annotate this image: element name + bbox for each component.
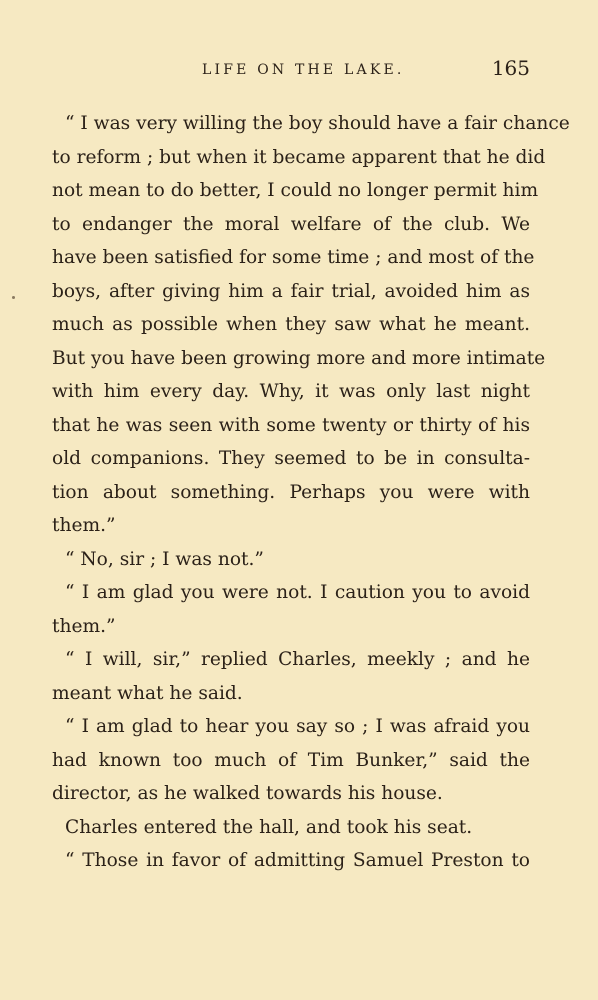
text-line: to reform ; but when it became apparent that he did bbox=[52, 146, 546, 168]
text-line: director, as he walked towards his house. bbox=[52, 783, 443, 804]
text-line: “ Those in favor of admitting Samuel Preston to bbox=[65, 850, 530, 871]
body-text bbox=[52, 107, 570, 878]
text-line: that he was seen with some twenty or thirty of his bbox=[52, 414, 530, 436]
text-line: to endanger the moral welfare of the club. We bbox=[52, 213, 530, 235]
page-number: 165 bbox=[491, 56, 530, 80]
text-line: with him every day. Why, it was only last night bbox=[52, 381, 530, 402]
text-line: But you have been growing more and more intimate bbox=[52, 347, 546, 369]
text-line: “ No, sir ; I was not.” bbox=[65, 548, 264, 570]
text-line: meant what he said. bbox=[52, 682, 243, 704]
text-line: not mean to do better, I could no longer permit him bbox=[52, 180, 539, 201]
text-line: have been satisfied for some time ; and most of the bbox=[52, 247, 535, 268]
running-head: LIFE ON THE LAKE. bbox=[202, 62, 405, 78]
text-line: Charles entered the hall, and took his seat. bbox=[65, 816, 473, 838]
page-header bbox=[52, 56, 530, 86]
text-line: them.” bbox=[52, 615, 116, 637]
text-line: “ I will, sir,” replied Charles, meekly ; and he bbox=[65, 649, 530, 670]
text-line: “ I am glad to hear you say so ; I was afraid you bbox=[65, 716, 530, 737]
text-line: “ I am glad you were not. I caution you to avoid bbox=[65, 582, 530, 603]
paper-speck bbox=[12, 296, 15, 299]
text-line: boys, after giving him a fair trial, avoided him as bbox=[52, 280, 530, 302]
text-line: them.” bbox=[52, 515, 116, 536]
text-line: tion about something. Perhaps you were with bbox=[52, 481, 530, 503]
text-line: old companions. They seemed to be in consulta- bbox=[52, 448, 530, 469]
text-line: had known too much of Tim Bunker,” said the bbox=[52, 749, 530, 771]
text-line: much as possible when they saw what he meant. bbox=[52, 314, 530, 335]
text-line: “ I was very willing the boy should have a fair chance bbox=[65, 113, 570, 134]
